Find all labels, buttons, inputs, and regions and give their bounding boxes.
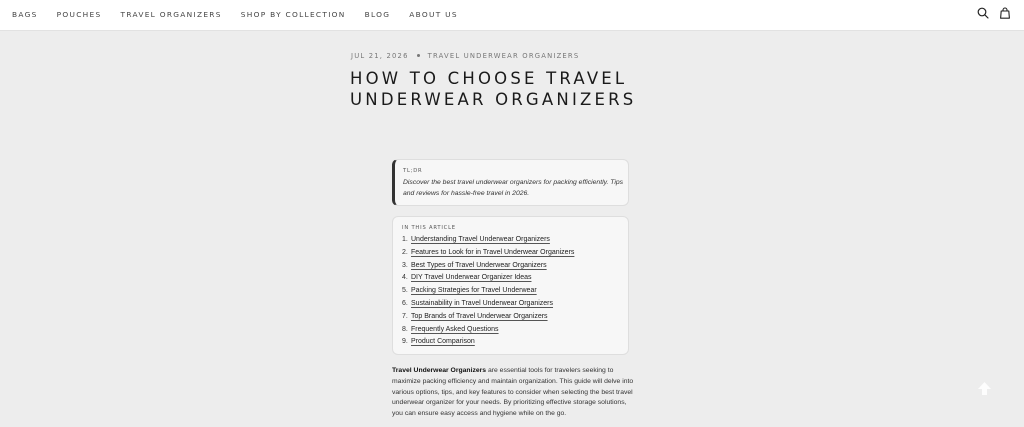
intro-text: are essential tools for travelers seeking to maximize packing efficiency and maintain organization. This guide will delve into various options, tips, and key features to consider when selecting the best travel underwear organizer for your needs. By prioritizing effective storage solutions, you can ensure easy access and hygiene while on the go. — [392, 367, 634, 418]
toc-label: IN THIS ARTICLE — [402, 225, 456, 231]
toc-link[interactable]: Top Brands of Travel Underwear Organizers — [411, 312, 548, 320]
search-icon[interactable] — [977, 7, 989, 19]
toc-link[interactable]: Sustainability in Travel Underwear Organizers — [411, 299, 554, 307]
toc-item — [402, 313, 628, 326]
article-title: HOW TO CHOOSE TRAVEL UNDERWEAR ORGANIZERS — [350, 69, 637, 109]
nav-link-travel-organizers[interactable]: TRAVEL ORGANIZERS — [120, 10, 222, 19]
toc-link[interactable]: DIY Travel Underwear Organizer Ideas — [411, 274, 532, 282]
article-meta — [351, 52, 579, 60]
toc-item — [402, 338, 628, 351]
toc-link[interactable]: Packing Strategies for Travel Underwear — [411, 287, 537, 295]
toc-item — [402, 300, 628, 313]
toc-link[interactable]: Product Comparison — [411, 338, 475, 346]
toc-number: 7. — [402, 312, 408, 320]
toc-item — [402, 236, 628, 249]
tldr-box — [392, 159, 629, 206]
toc-link[interactable]: Features to Look for in Travel Underwear Organizers — [411, 248, 575, 256]
toc-item — [402, 287, 628, 300]
toc-number: 8. — [402, 325, 408, 333]
article-date: JUL 21, 2026 — [351, 52, 409, 60]
toc-link[interactable]: Understanding Travel Underwear Organizers — [411, 236, 550, 243]
toc-item — [402, 326, 628, 339]
toc-number: 9. — [402, 338, 408, 346]
nav-link-about-us[interactable]: ABOUT US — [409, 10, 458, 19]
toc-item — [402, 262, 628, 275]
cart-icon[interactable] — [999, 7, 1011, 19]
toc-item — [402, 274, 628, 287]
toc-number: 2. — [402, 248, 408, 256]
header-actions — [977, 7, 1011, 19]
tldr-text: Discover the best travel underwear organizers for packing efficiently. Tips and reviews for hassle-free travel in 2026. — [403, 179, 624, 197]
toc-list — [402, 236, 628, 351]
scroll-to-top-icon[interactable] — [976, 380, 993, 397]
toc-number: 1. — [402, 236, 408, 243]
main-menu — [12, 10, 477, 19]
nav-link-blog[interactable]: BLOG — [364, 10, 391, 19]
nav-link-shop-by-collection[interactable]: SHOP BY COLLECTION — [240, 10, 346, 19]
toc-number: 5. — [402, 287, 408, 295]
top-navigation — [0, 0, 1024, 31]
toc-link[interactable]: Frequently Asked Questions — [411, 325, 499, 333]
article-intro — [392, 366, 637, 420]
meta-separator — [417, 54, 420, 57]
article-category[interactable]: TRAVEL UNDERWEAR ORGANIZERS — [427, 52, 580, 60]
table-of-contents — [392, 216, 629, 355]
toc-number: 3. — [402, 261, 408, 269]
nav-link-pouches[interactable]: POUCHES — [56, 10, 102, 19]
toc-number: 4. — [402, 274, 408, 282]
intro-lead: Travel Underwear Organizers — [392, 367, 487, 374]
toc-link[interactable]: Best Types of Travel Underwear Organizers — [411, 261, 547, 269]
toc-item — [402, 249, 628, 262]
toc-number: 6. — [402, 299, 408, 307]
nav-link-bags[interactable]: BAGS — [12, 10, 38, 19]
tldr-label: TL;DR — [403, 168, 423, 174]
